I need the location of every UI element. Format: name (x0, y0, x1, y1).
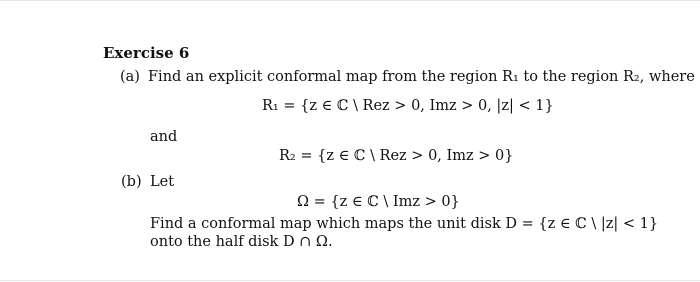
equation-r2: R₂ = {z ∈ ℂ \ Rez > 0, Imz > 0} (279, 148, 514, 164)
bottom-border (0, 280, 700, 281)
part-b-statement-line2: onto the half disk D ∩ Ω. (150, 234, 333, 250)
equation-r1: R₁ = {z ∈ ℂ \ Rez > 0, Imz > 0, |z| < 1} (262, 98, 554, 114)
part-a-statement: Find an explicit conformal map from the region R₁ to the region R₂, where (148, 69, 695, 85)
part-a-label: (a) (120, 69, 140, 85)
part-b-let: Let (150, 174, 175, 190)
equation-omega: Ω = {z ∈ ℂ \ Imz > 0} (297, 194, 460, 210)
top-border (0, 0, 700, 1)
exercise-title: Exercise 6 (103, 44, 190, 62)
part-b-statement-line1: Find a conformal map which maps the unit disk D = {z ∈ ℂ \ |z| < 1} (150, 216, 659, 232)
part-a-connector: and (150, 129, 178, 145)
part-b-label: (b) (121, 174, 142, 190)
